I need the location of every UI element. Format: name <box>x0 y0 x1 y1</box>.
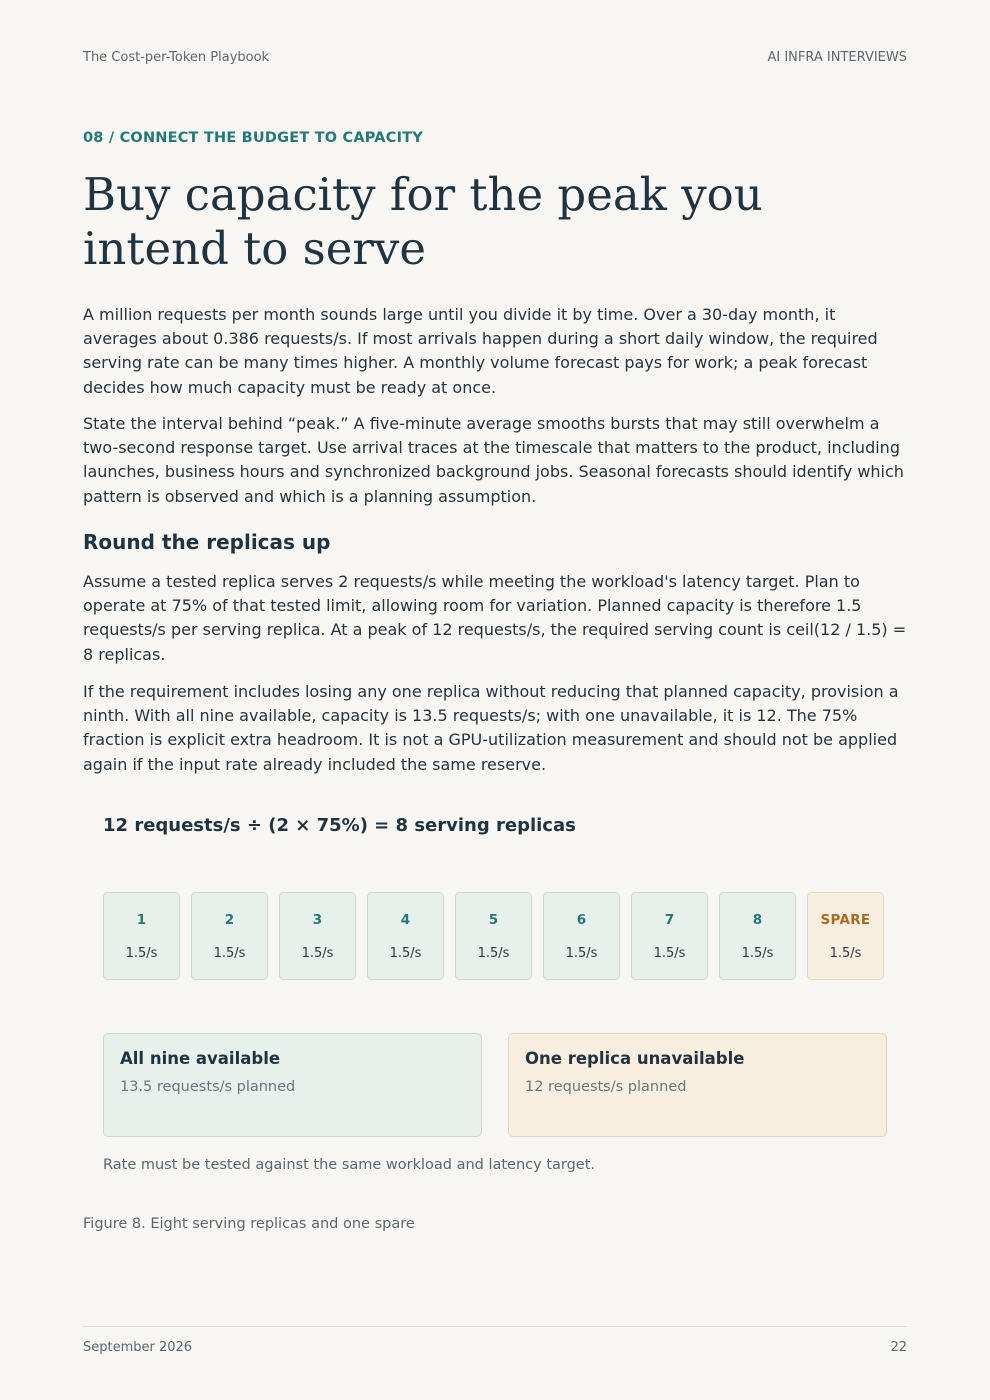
replica-label: 4 <box>400 912 411 928</box>
replica-rate: 1.5/s <box>741 946 774 961</box>
replica-rate: 1.5/s <box>653 946 686 961</box>
replica-rate: 1.5/s <box>213 946 246 961</box>
spare-label: SPARE <box>820 912 871 928</box>
page-number: 22 <box>890 1340 907 1355</box>
scenario-title: All nine available <box>120 1049 281 1068</box>
book-title: The Cost-per-Token Playbook <box>83 50 270 65</box>
running-header <box>83 50 907 65</box>
replica-label: 3 <box>312 912 323 928</box>
scenario-one-unavailable <box>508 1033 887 1137</box>
replica-card-spare <box>807 892 884 980</box>
series-label: AI INFRA INTERVIEWS <box>767 50 907 65</box>
page-title: Buy capacity for the peak you intend to serve <box>83 168 763 275</box>
scenario-title: One replica unavailable <box>525 1049 745 1068</box>
replica-card-5 <box>455 892 532 980</box>
replica-label: 5 <box>488 912 499 928</box>
replica-rate: 1.5/s <box>301 946 334 961</box>
scenario-capacity: 13.5 requests/s planned <box>120 1079 296 1095</box>
document-page <box>83 0 907 1400</box>
paragraph-peak-interval: State the interval behind “peak.” A five-minute average smooths bursts that may still overwhelm a two-second response target. Use arrival traces at the timescale that matters to the product, including launches, business hours and synchronized background jobs. Seasonal forecasts should identify which pattern is observed and which is a planning assumption. <box>83 414 904 506</box>
publication-date: September 2026 <box>83 1340 193 1355</box>
scenario-capacity: 12 requests/s planned <box>525 1079 687 1095</box>
paragraph-monthly-volume: A million requests per month sounds large until you divide it by time. Over a 30-day month, it averages about 0.386 requests/s. If most arrivals happen during a short daily window, the required serving rate can be many times higher. A monthly volume forecast pays for work; a peak forecast decides how much capacity must be ready at once. <box>83 305 878 397</box>
replica-card-2 <box>191 892 268 980</box>
replica-card-1 <box>103 892 180 980</box>
replica-label: 8 <box>752 912 763 928</box>
replica-rate: 1.5/s <box>565 946 598 961</box>
replica-card-4 <box>367 892 444 980</box>
replica-card-6 <box>543 892 620 980</box>
replica-card-8 <box>719 892 796 980</box>
replica-rate: 1.5/s <box>829 946 862 961</box>
section-kicker: 08 / CONNECT THE BUDGET TO CAPACITY <box>83 130 423 146</box>
replica-label: 6 <box>576 912 587 928</box>
scenario-all-available <box>103 1033 482 1137</box>
paragraph-spare-replica: If the requirement includes losing any one replica without reducing that planned capacity, provision a ninth. With all nine available, capacity is 13.5 requests/s; with one unavailable, it is 12. The 75% fraction is explicit extra headroom. It is not a GPU-utilization measurement and should not be applied again if the input rate already included the same reserve. <box>83 682 899 774</box>
paragraph-replica-math: Assume a tested replica serves 2 requests/s while meeting the workload's latency target. Plan to operate at 75% of that tested limit, allowing room for variation. Planned capacity is therefore 1.5 requests/s per serving replica. At a peak of 12 requests/s, the required serving count is ceil(12 / 1.5) = 8 replicas. <box>83 572 907 664</box>
page-footer <box>83 1340 907 1355</box>
replica-rate: 1.5/s <box>389 946 422 961</box>
footer-divider <box>83 1326 907 1327</box>
replica-rate: 1.5/s <box>477 946 510 961</box>
capacity-equation: 12 requests/s ÷ (2 × 75%) = 8 serving replicas <box>103 815 576 836</box>
replica-rate: 1.5/s <box>125 946 158 961</box>
figure-caption: Figure 8. Eight serving replicas and one spare <box>83 1216 415 1232</box>
replica-label: 2 <box>224 912 235 928</box>
replica-card-3 <box>279 892 356 980</box>
replica-card-7 <box>631 892 708 980</box>
figure-note: Rate must be tested against the same workload and latency target. <box>103 1157 596 1173</box>
replica-label: 1 <box>136 912 147 928</box>
replica-label: 7 <box>664 912 675 928</box>
replica-figure <box>103 810 893 1180</box>
subheading-round-replicas: Round the replicas up <box>83 530 331 554</box>
